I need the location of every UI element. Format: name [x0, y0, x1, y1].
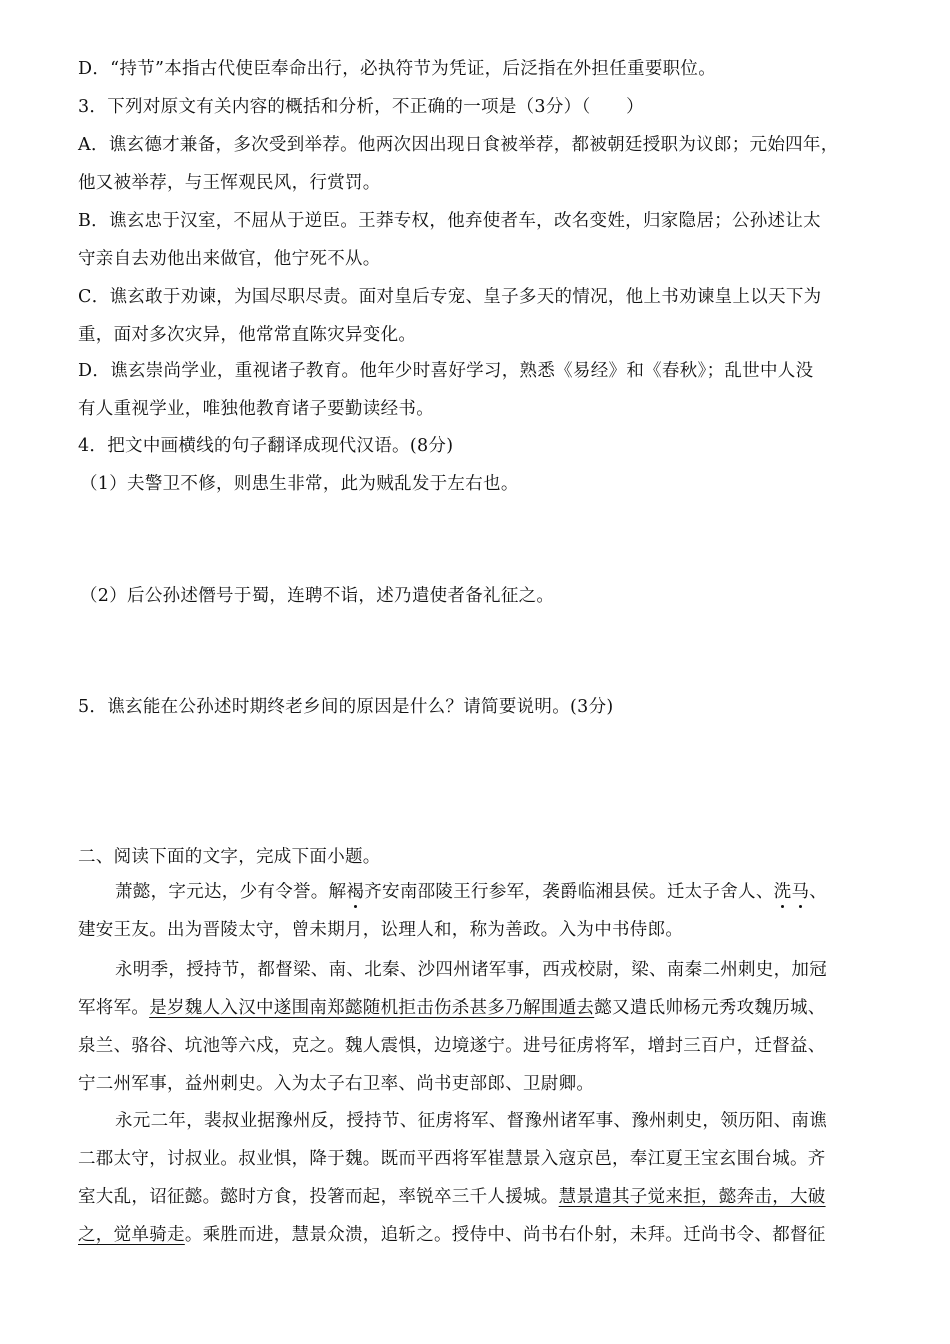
- underlined-sentence: 之，觉单骑走: [78, 1225, 185, 1245]
- text-run: 齐安南邵陵王行参军，袭爵临湘县侯。迁太子舍人、: [364, 882, 774, 902]
- q3-option-c-line1: C．谯玄敢于劝谏，为国尽职尽责。面对皇后专宠、皇子多天的情况，他上书劝谏皇上以天下为: [78, 287, 822, 307]
- passage-p3-line2: 二郡太守，讨叔业。叔业惧，降于魏。既而平西将军崔慧景入寇京邑，奉江夏王宝玄围台城。齐: [78, 1149, 826, 1169]
- q3-option-a-line1: A．谯玄德才兼备，多次受到举荐。他两次因出现日食被举荐，都被朝廷授职为议郎；元始四年，: [78, 135, 839, 155]
- q3-option-b-line2: 守亲自去劝他出来做官，他宁死不从。: [78, 249, 381, 269]
- underlined-sentence: 是岁魏人入汉中遂围南郑懿随机拒击伤杀甚多乃解围遁去: [149, 998, 595, 1018]
- section2-heading: 二、阅读下面的文字，完成下面小题。: [78, 847, 381, 867]
- q4-stem: 4．把文中画横线的句子翻译成现代汉语。(8分): [78, 436, 454, 456]
- passage-p2-line4: 宁二州军事，益州刺史。入为太子右卫率、尚书吏部郎、卫尉卿。: [78, 1074, 595, 1094]
- underlined-sentence: 慧景遣其子觉来拒，懿奔击，大破: [558, 1187, 826, 1207]
- q3-option-b-line1: B．谯玄忠于汉室，不屈从于逆臣。王莽专权，他弃使者车，改名变姓，归家隐居；公孙述让太: [78, 211, 821, 231]
- passage-p1-line1: [115, 880, 878, 904]
- q5-stem: 5．谯玄能在公孙述时期终老乡间的原因是什么？请简要说明。(3分): [78, 697, 614, 717]
- text-run: 懿又遣氐帅杨元秀攻魏历城、: [594, 998, 826, 1018]
- q2-option-d: D．“持节”本指古代使臣奉命出行，必执符节为凭证，后泛指在外担任重要职位。: [78, 59, 717, 79]
- text-run: 室大乱，诏征懿。懿时方食，投箸而起，率锐卒三千人援城。: [78, 1187, 559, 1207]
- q3-option-d-line2: 有人重视学业，唯独他教育诸子要勤读经书。: [78, 399, 434, 419]
- passage-p2-line2: [78, 996, 878, 1020]
- emphasis-char: 褐: [346, 882, 365, 902]
- passage-p3-line4: [78, 1223, 878, 1247]
- text-run: 。乘胜而进，慧景众溃，追斩之。授侍中、尚书右仆射，未拜。迁尚书令、都督征: [184, 1225, 826, 1245]
- text-run: 、: [809, 882, 828, 902]
- q3-option-d-line1: D．谯玄崇尚学业，重视诸子教育。他年少时喜好学习，熟悉《易经》和《春秋》；乱世中人没: [78, 361, 814, 381]
- q4-item-2: （2）后公孙述僭号于蜀，连聘不诣，述乃遣使者备礼征之。: [80, 586, 555, 606]
- text-run: 萧懿，字元达，少有令誉。解: [115, 882, 347, 902]
- q3-stem: 3．下列对原文有关内容的概括和分析，不正确的一项是（3分）（ ）: [78, 97, 644, 117]
- text-run: 军将军。: [78, 998, 150, 1018]
- emphasis-char: 马: [791, 882, 810, 902]
- q4-item-1: （1）夫警卫不修，则患生非常，此为贼乱发于左右也。: [80, 474, 519, 494]
- passage-p3-line1: 永元二年，裴叔业据豫州反，授持节、征虏将军、督豫州诸军事、豫州刺史，领历阳、南谯: [115, 1111, 827, 1131]
- passage-p1-line2: 建安王友。出为晋陵太守，曾未期月，讼理人和，称为善政。入为中书侍郎。: [78, 920, 684, 940]
- passage-p2-line1: 永明季，授持节，都督梁、南、北秦、沙四州诸军事，西戎校尉，梁、南秦二州刺史，加冠: [115, 960, 827, 980]
- q3-option-a-line2: 他又被举荐，与王恽观民风，行赏罚。: [78, 173, 381, 193]
- passage-p3-line3: [78, 1185, 878, 1209]
- emphasis-char: 洗: [773, 882, 792, 902]
- q3-option-c-line2: 重，面对多次灾异，他常常直陈灾异变化。: [78, 325, 417, 345]
- passage-p2-line3: 泉兰、骆谷、坑池等六戍，克之。魏人震惧，边境遂宁。进号征虏将军，增封三百户，迁督益、: [78, 1036, 826, 1056]
